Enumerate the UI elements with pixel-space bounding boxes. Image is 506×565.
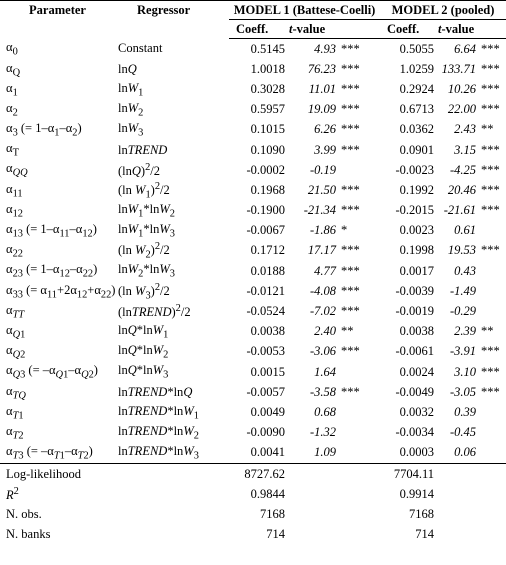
model2-significance-cell: *** [481,142,500,157]
table-row [0,180,506,200]
model1-significance-cell [339,160,380,180]
model1-coeff-cell: 0.1712 [250,243,285,258]
model2-coeff-cell: -0.0023 [395,162,435,177]
model2-coeff-cell: 0.0003 [399,445,435,460]
table-row [0,201,506,221]
model2-tvalue-cell: 2.39 [454,324,477,339]
regressor-cell: Constant [118,41,163,56]
model1-coeff-cell: 0.0049 [250,404,285,419]
table-row [0,140,506,160]
model1-significance-cell: *** [341,344,360,359]
model1-statistic-cell: 714 [266,527,285,542]
statistic-label-cell: $R^2$ [6,485,19,502]
regressor-cell: lnW$_2$*lnW$_3$ [118,262,175,280]
regressor-cell: lnW$_3$ [118,121,144,139]
statistic-row [0,525,506,545]
model2-tvalue-cell: -0.45 [449,425,477,440]
model2-significance-cell [479,301,506,321]
model2-significance-cell: *** [481,41,500,56]
table-row [0,281,506,301]
model1-significance-cell: ** [341,324,354,339]
model1-tvalue-cell: -4.08 [309,283,336,298]
model2-significance-cell: *** [481,162,500,177]
parameter-cell: $\alpha_{T2}$ [6,423,24,442]
model2-coeff-cell: 0.1998 [399,243,435,258]
model1-coeff-cell: 0.1015 [250,122,285,137]
statistic-label-cell: Log-likelihood [0,463,229,484]
model1-significance-cell [339,443,380,464]
model1-statistic-spacer [289,504,380,524]
model1-significance-cell: *** [341,41,360,56]
model2-statistic-spacer [438,484,506,504]
model2-significance-cell: *** [481,182,500,197]
model1-significance-cell: *** [341,203,360,218]
model2-tvalue-prefix: t [438,21,442,36]
model2-significance-cell: *** [481,243,500,258]
regressor-cell: lnTREND*lnW$_2$ [118,423,199,442]
model1-tvalue-cell: 17.17 [307,243,336,258]
model1-coeff-cell: -0.0057 [246,384,285,399]
model2-tvalue-cell: 3.10 [454,364,477,379]
model2-coeff-cell: 0.0023 [399,223,435,238]
model2-coeff-cell: 0.0032 [399,404,435,419]
model2-significance-cell: ** [481,122,494,137]
model2-tvalue-cell: 3.15 [454,142,477,157]
regressor-cell: lnTREND [118,142,168,157]
model2-coeff-cell: 0.0017 [399,263,435,278]
parameter-cell: $\alpha_1$ [6,80,18,99]
model2-tvalue-cell: 133.71 [441,61,477,76]
model1-statistic-spacer [289,463,380,484]
model2-coeff-cell: 0.0362 [399,122,435,137]
regressor-cell: (ln $W_3)^2/2$ [118,281,170,302]
table-row [0,301,506,321]
model1-coeff-cell: 0.5145 [250,41,285,56]
model1-tvalue-cell: 3.99 [314,142,336,157]
model1-coeff-cell: 0.0015 [250,364,285,379]
model1-tvalue-cell: -3.58 [309,384,336,399]
model1-statistic-cell: 7168 [260,506,285,521]
model1-tvalue-cell: 21.50 [307,182,336,197]
table-row [0,423,506,443]
model2-tvalue-cell: 19.53 [447,243,477,258]
regressor-cell: lnQ [118,61,137,76]
model1-coeff-cell: 0.0188 [250,263,285,278]
table-row [0,120,506,140]
parameter-cell: $\alpha_{12}$ [6,201,23,220]
model2-significance-cell [479,402,506,422]
regressor-column-header: Regressor [115,1,229,39]
model2-significance-cell: *** [481,384,500,399]
model2-coeff-cell: 1.0259 [399,61,435,76]
model2-coeff-cell: 0.6713 [399,102,435,117]
model1-significance-cell: *** [341,384,360,399]
parameter-cell: $\alpha_{11}$ [6,181,23,200]
model1-significance-cell: *** [341,182,360,197]
regressor-cell: lnTREND*lnW$_3$ [118,444,199,462]
model1-significance-cell: *** [341,61,360,76]
model2-significance-cell: ** [481,324,494,339]
model1-coeff-cell: -0.0524 [246,304,285,319]
model2-coeff-cell: -0.0039 [395,283,435,298]
model1-tvalue-cell: -0.19 [309,162,336,177]
model1-coeff-cell: -0.0121 [246,283,285,298]
parameter-cell: $\alpha_{Q1}$ [6,322,26,341]
model1-significance-cell [339,402,380,422]
model1-coeff-cell: 1.0018 [250,61,285,76]
model2-significance-cell: *** [481,364,500,379]
model2-coeff-cell: -0.0061 [395,344,435,359]
model2-tvalue-cell: 2.43 [454,122,477,137]
model2-tvalue-cell: 0.61 [454,223,477,238]
model1-significance-cell: *** [341,304,360,319]
parameter-cell: $\alpha_0$ [6,40,18,58]
model1-tvalue-header [289,20,380,39]
model1-coeff-cell: 0.1090 [250,142,285,157]
table-row [0,362,506,382]
model1-tvalue-cell: 1.64 [314,364,336,379]
model2-tvalue-cell: 0.06 [454,445,477,460]
model1-coeff-header: Coeff. [229,20,289,39]
table-row [0,160,506,180]
parameter-cell: $\alpha_Q$ [6,60,21,79]
model2-tvalue-header [438,20,506,39]
model2-significance-cell [479,281,506,301]
model2-coeff-cell: 0.0024 [399,364,435,379]
model1-coeff-cell: -0.1900 [246,203,285,218]
table-row [0,59,506,79]
parameter-cell: $\alpha_{QQ}$ [6,161,28,179]
regressor-cell: (lnTREND)$^2$/2 [118,302,191,320]
model1-coeff-cell: 0.5957 [250,102,285,117]
model1-coeff-cell: 0.3028 [250,81,285,96]
parameter-cell: $\alpha_{T3}$ (= $-\alpha_{T1}-\alpha_{T2}$) [6,444,93,462]
regressor-cell: lnW$_2$ [118,100,144,119]
parameter-cell: $\alpha_{23}$ (= $1-\alpha_{12}-\alpha_{22}$) [6,262,98,280]
regressor-cell: (ln $W_2)^2/2$ [118,241,170,261]
parameter-cell: $\alpha_{13}$ (= $1-\alpha_{11}-\alpha_{12}$) [6,222,97,240]
coefficient-rows [0,39,506,464]
model2-coeff-cell: -0.0019 [395,304,435,319]
table-row [0,261,506,281]
model1-significance-cell: *** [341,283,360,298]
model1-coeff-cell: -0.0053 [246,344,285,359]
parameter-cell: $\alpha_{T1}$ [6,403,24,422]
parameter-cell: $\alpha_{22}$ [6,242,23,260]
model2-significance-cell: *** [481,61,500,76]
model1-tvalue-cell: 1.09 [314,445,336,460]
model1-tvalue-cell: 2.40 [314,324,336,339]
model1-tvalue-cell: 0.68 [314,404,336,419]
model2-tvalue-cell: -4.25 [449,162,477,177]
model2-statistic-spacer [438,525,506,545]
table-header [0,1,506,39]
table-row [0,322,506,342]
model1-statistic-spacer [289,484,380,504]
model2-statistic-spacer [438,504,506,524]
model1-tvalue-cell: 76.23 [307,61,336,76]
model1-significance-cell [339,362,380,382]
model1-significance-cell: *** [341,81,360,96]
model2-significance-cell [479,261,506,281]
table-row [0,79,506,99]
regressor-cell: (ln $W_1)^2/2$ [118,180,170,201]
model1-tvalue-cell: -3.06 [309,344,336,359]
model2-coeff-cell: 0.1992 [399,182,435,197]
model1-coeff-cell: -0.0090 [246,425,285,440]
regressor-cell: lnW$_1$*lnW$_2$ [118,201,175,220]
table-row [0,443,506,464]
statistics-rows [0,463,506,544]
statistic-row [0,504,506,524]
model2-coeff-cell: 0.0901 [399,142,435,157]
model1-tvalue-cell: -1.86 [309,223,336,238]
parameter-cell: $\alpha_{TT}$ [6,302,25,321]
model2-coeff-cell: -0.2015 [395,203,435,218]
model1-significance-cell: *** [341,122,360,137]
regressor-cell: $(\ln Q)^2/2$ [118,161,161,178]
model2-statistic-cell: 7704.11 [380,463,438,484]
model2-statistic-spacer [438,463,506,484]
model2-coeff-cell: 0.2924 [399,81,435,96]
model2-tvalue-cell: -3.91 [449,344,477,359]
model2-tvalue-cell: -0.29 [449,304,477,319]
table-row [0,241,506,261]
regressor-cell: lnW$_1$*lnW$_3$ [118,222,175,240]
model2-significance-cell [479,443,506,464]
model2-tvalue-cell: 22.00 [447,102,477,117]
model1-coeff-cell: 0.1968 [250,182,285,197]
regressor-cell: lnQ*lnW$_2$ [118,343,169,361]
regressor-cell: lnQ*lnW$_3$ [118,363,169,381]
model2-significance-cell: *** [481,344,500,359]
model2-statistic-cell: 714 [415,527,435,542]
model2-coeff-header: Coeff. [380,20,438,39]
model2-significance-cell [479,423,506,443]
table-row [0,342,506,362]
parameter-cell: $\alpha_{Q3}$ (= $-\alpha_{Q1}-\alpha_{Q2}$) [6,363,98,381]
model2-tvalue-cell: 0.39 [454,404,477,419]
model1-statistic-cell: 8727.62 [229,463,289,484]
model1-tvalue-cell: 6.26 [314,122,336,137]
model2-coeff-cell: -0.0034 [395,425,435,440]
model2-significance-cell [479,221,506,241]
table-row [0,100,506,120]
model2-tvalue-cell: -1.49 [449,283,477,298]
model1-significance-cell: * [341,223,348,238]
regressor-cell: lnW$_1$ [118,80,144,99]
model1-tvalue-cell: -21.34 [303,203,336,218]
model2-header: MODEL 2 (pooled) [380,1,506,20]
model1-significance-cell [339,423,380,443]
model2-coeff-cell: 0.0038 [399,324,435,339]
model1-tvalue-cell: 4.77 [314,263,336,278]
parameter-cell: $\alpha_{33}$ (= $\alpha_{11}+2\alpha_{12}+\alpha_{22}$) [6,282,116,301]
model2-tvalue-cell: 0.43 [454,263,477,278]
parameter-cell: $\alpha_T$ [6,141,19,159]
parameter-cell: $\alpha_3$ (= $1-\alpha_1-\alpha_2$) [6,121,82,139]
model2-coeff-cell: 0.5055 [399,41,435,56]
model2-coeff-cell: -0.0049 [395,384,435,399]
regressor-cell: lnQ*lnW$_1$ [118,322,169,341]
table-row [0,402,506,422]
model1-coeff-cell: 0.0038 [250,324,285,339]
model1-coeff-cell: 0.0041 [250,445,285,460]
model2-tvalue-cell: -3.05 [449,384,477,399]
model1-tvalue-cell: 19.09 [307,102,336,117]
model1-significance-cell: *** [341,243,360,258]
parameter-column-header: Parameter [0,1,115,39]
table-row [0,221,506,241]
model2-statistic-cell: 0.9914 [399,486,435,501]
model1-tvalue-cell: 4.93 [314,41,336,56]
model1-significance-cell: *** [341,142,360,157]
regressor-cell: lnTREND*lnQ [118,384,193,399]
model2-tvalue-cell: 20.46 [447,182,477,197]
model1-statistic-cell: 0.9844 [250,486,285,501]
model2-tvalue-cell: -21.61 [443,203,477,218]
model1-significance-cell: *** [341,102,360,117]
model2-tvalue-suffix: -value [441,21,475,36]
model1-tvalue-suffix: -value [292,21,326,36]
model1-coeff-cell: -0.0002 [246,162,285,177]
model1-significance-cell: *** [341,263,360,278]
model2-statistic-cell: 7168 [409,506,435,521]
table-row [0,39,506,60]
model1-coeff-cell: -0.0067 [246,223,285,238]
statistic-row [0,463,506,484]
model2-tvalue-cell: 10.26 [447,81,477,96]
model1-tvalue-cell: -1.32 [309,425,336,440]
statistic-label-cell: N. obs. [6,506,42,521]
statistic-label-cell: N. banks [6,527,51,542]
parameter-cell: $\alpha_2$ [6,100,18,119]
model2-significance-cell: *** [481,81,500,96]
model2-significance-cell: *** [481,102,500,117]
parameter-cell: $\alpha_{Q2}$ [6,343,26,361]
model1-statistic-spacer [289,525,380,545]
statistic-row [0,484,506,504]
parameter-cell: $\alpha_{TQ}$ [6,383,26,402]
model1-header: MODEL 1 (Battese-Coelli) [229,1,380,20]
regressor-cell: lnTREND*lnW$_1$ [118,403,199,422]
model2-significance-cell: *** [481,203,500,218]
model1-tvalue-cell: -7.02 [309,304,336,319]
model2-tvalue-cell: 6.64 [454,41,477,56]
table-row [0,382,506,402]
model1-tvalue-prefix: t [289,21,293,36]
model1-tvalue-cell: 11.01 [308,81,336,96]
